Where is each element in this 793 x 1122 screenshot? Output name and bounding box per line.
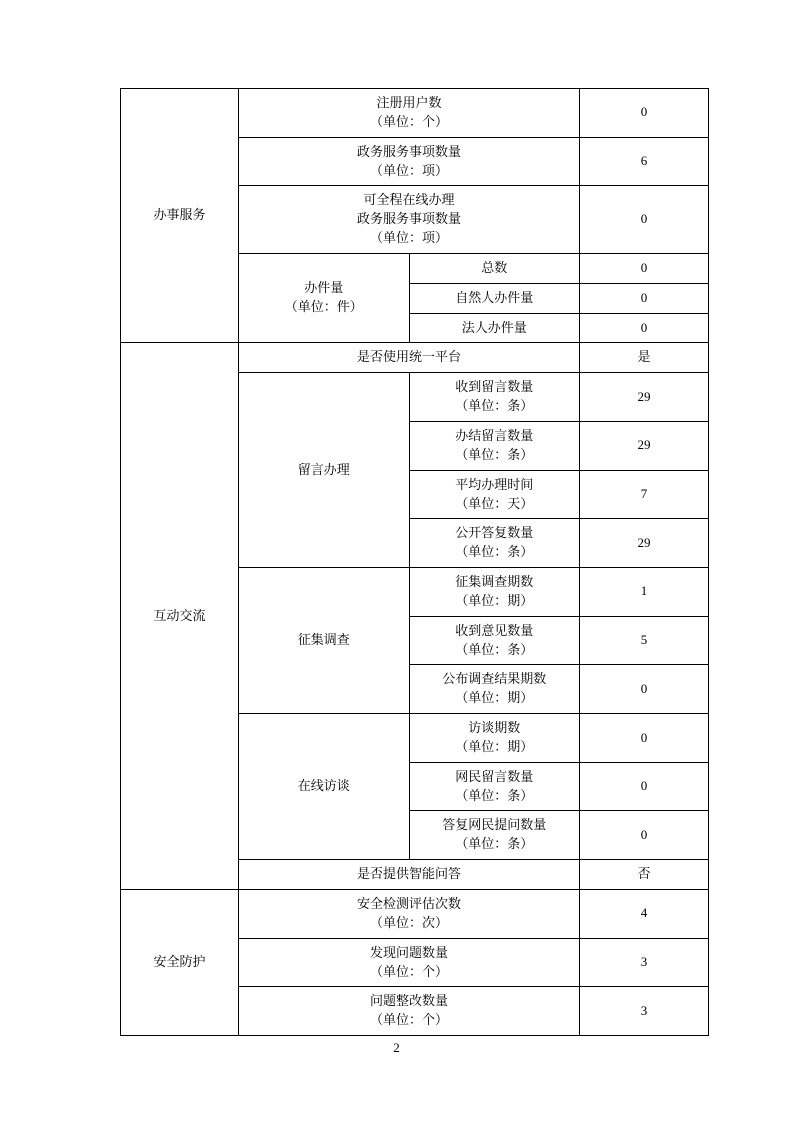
- item-cell-zaixian-fangtan: 在线访谈: [239, 714, 410, 860]
- category-cell-anquan-fanghu: 安全防护: [121, 890, 239, 1036]
- sub-item-cell: 收到意见数量 （单位：条）: [409, 616, 580, 665]
- value-cell: 0: [580, 186, 709, 254]
- value-cell: 1: [580, 568, 709, 617]
- item-cell: 发现问题数量 （单位：个）: [239, 938, 580, 987]
- value-cell: 5: [580, 616, 709, 665]
- value-cell: 0: [580, 89, 709, 138]
- value-cell: 否: [580, 860, 709, 890]
- item-cell-zhengji-diaocha: 征集调查: [239, 568, 410, 714]
- sub-item-cell: 征集调查期数 （单位：期）: [409, 568, 580, 617]
- value-cell: 是: [580, 343, 709, 373]
- page-number: 2: [393, 1040, 400, 1055]
- value-cell: 3: [580, 987, 709, 1036]
- item-cell: 注册用户数 （单位：个）: [239, 89, 580, 138]
- sub-item-cell: 网民留言数量 （单位：条）: [409, 762, 580, 811]
- value-cell: 29: [580, 421, 709, 470]
- sub-item-cell: 自然人办件量: [409, 283, 580, 313]
- sub-item-cell: 收到留言数量 （单位：条）: [409, 373, 580, 422]
- sub-item-cell: 公布调查结果期数 （单位：期）: [409, 665, 580, 714]
- government-website-statistics-table: [120, 88, 709, 1036]
- item-cell: 政务服务事项数量 （单位：项）: [239, 137, 580, 186]
- table-row: [121, 890, 709, 939]
- item-cell-banjianliang: 办件量 （单位：件）: [239, 253, 410, 343]
- item-cell: 问题整改数量 （单位：个）: [239, 987, 580, 1036]
- item-cell: 是否使用统一平台: [239, 343, 580, 373]
- sub-item-cell: 访谈期数 （单位：期）: [409, 714, 580, 763]
- value-cell: 6: [580, 137, 709, 186]
- category-cell-banshi-fuwu: 办事服务: [121, 89, 239, 343]
- value-cell: 0: [580, 714, 709, 763]
- value-cell: 0: [580, 313, 709, 343]
- value-cell: 0: [580, 762, 709, 811]
- item-cell: 可全程在线办理 政务服务事项数量 （单位：项）: [239, 186, 580, 254]
- value-cell: 7: [580, 470, 709, 519]
- value-cell: 0: [580, 811, 709, 860]
- sub-item-cell: 平均办理时间 （单位：天）: [409, 470, 580, 519]
- value-cell: 29: [580, 373, 709, 422]
- item-cell: 是否提供智能问答: [239, 860, 580, 890]
- value-cell: 0: [580, 283, 709, 313]
- table-row: [121, 343, 709, 373]
- category-cell-hudong-jiaoliu: 互动交流: [121, 343, 239, 890]
- sub-item-cell: 办结留言数量 （单位：条）: [409, 421, 580, 470]
- sub-item-cell: 公开答复数量 （单位：条）: [409, 519, 580, 568]
- value-cell: 0: [580, 665, 709, 714]
- item-cell-liuyan-banli: 留言办理: [239, 373, 410, 568]
- value-cell: 3: [580, 938, 709, 987]
- sub-item-cell: 答复网民提问数量 （单位：条）: [409, 811, 580, 860]
- item-cell: 安全检测评估次数 （单位：次）: [239, 890, 580, 939]
- value-cell: 29: [580, 519, 709, 568]
- value-cell: 4: [580, 890, 709, 939]
- value-cell: 0: [580, 253, 709, 283]
- table-row: [121, 89, 709, 138]
- sub-item-cell: 总数: [409, 253, 580, 283]
- sub-item-cell: 法人办件量: [409, 313, 580, 343]
